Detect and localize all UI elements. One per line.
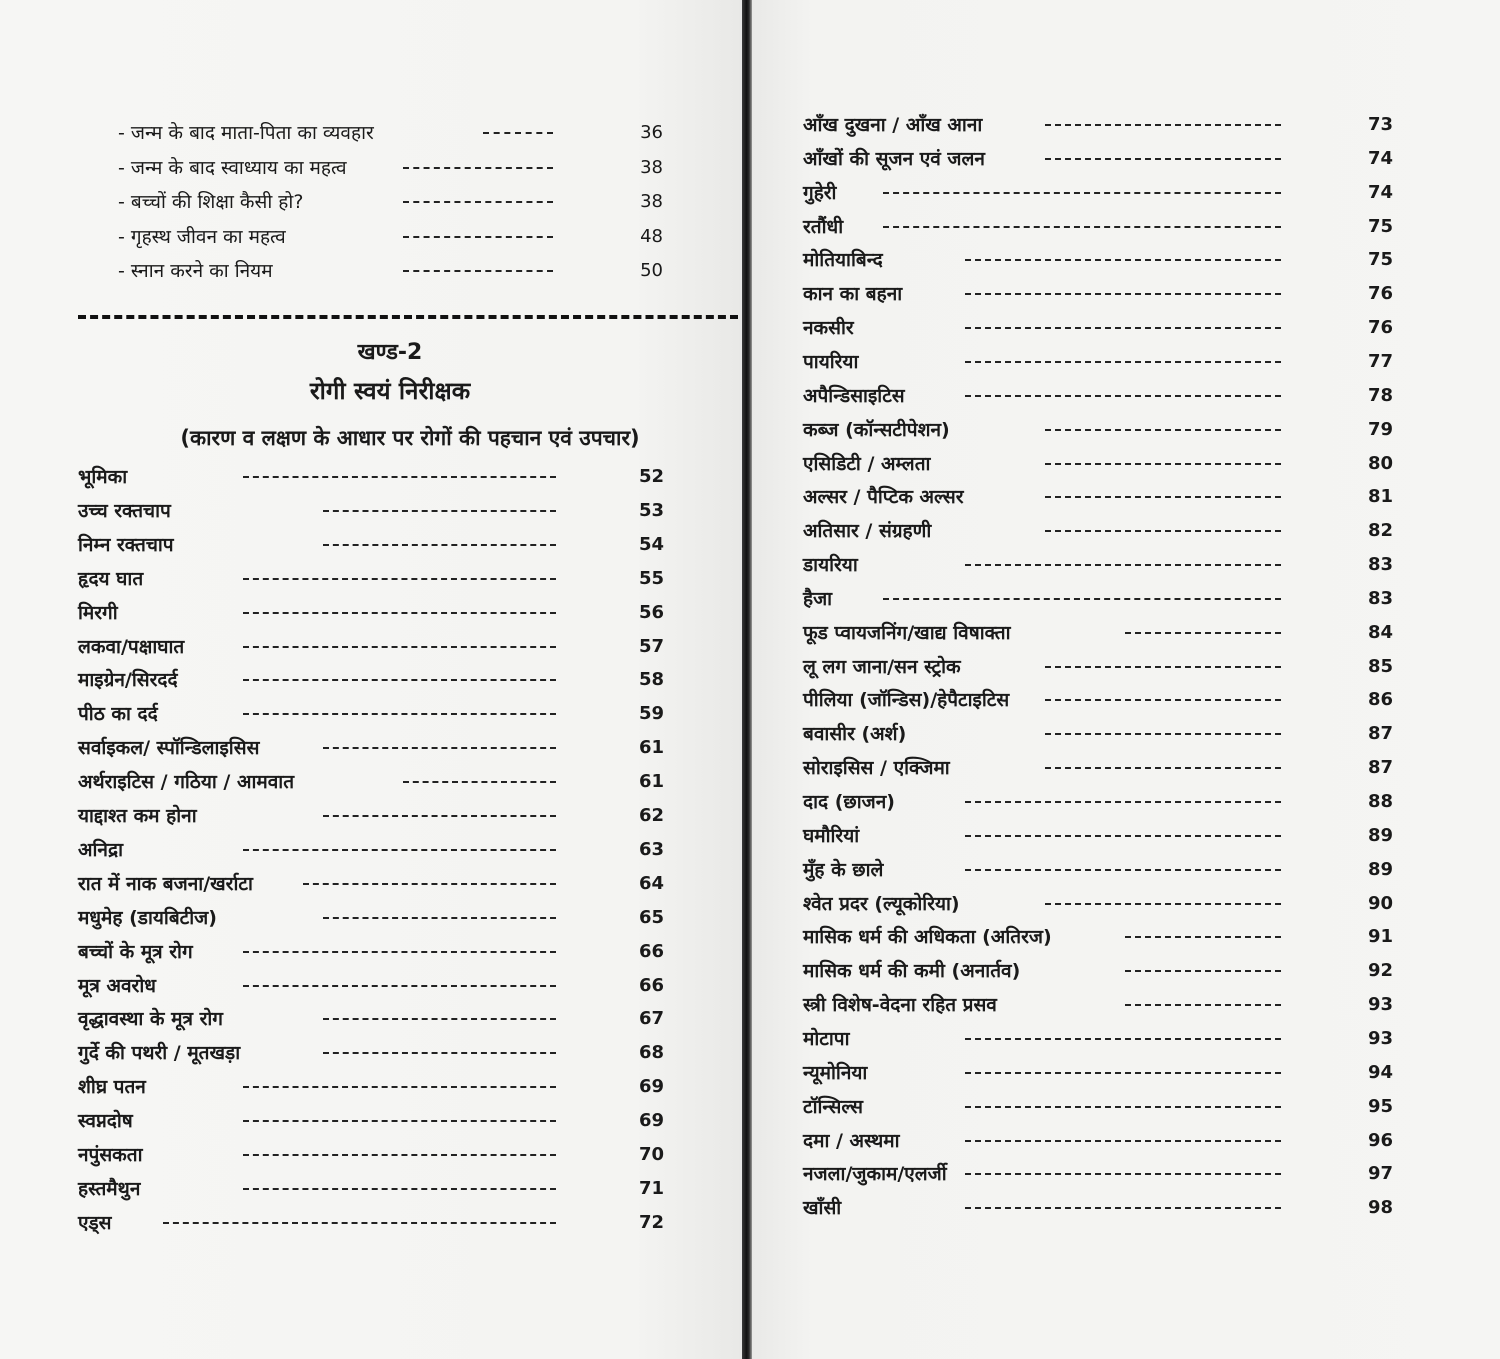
dotted-leader xyxy=(1045,530,1281,532)
toc-page-number: 71 xyxy=(638,1177,664,1199)
toc-entry-title: - जन्म के बाद स्वाध्याय का महत्व xyxy=(118,156,347,179)
toc-entry xyxy=(803,889,1393,919)
toc-entry-title: नजला/जुकाम/एलर्जी xyxy=(803,1163,947,1186)
toc-entry xyxy=(803,347,1393,377)
toc-page-number: 56 xyxy=(638,601,664,623)
toc-entry-title: मुँह के छाले xyxy=(803,858,884,881)
toc-page-number: 92 xyxy=(1367,960,1393,982)
toc-entry-title: दमा / अस्थमा xyxy=(803,1129,900,1152)
toc-entry xyxy=(78,1106,678,1136)
dotted-leader xyxy=(323,1018,556,1020)
toc-entry-title: - बच्चों की शिक्षा कैसी हो? xyxy=(118,191,304,213)
toc-entry xyxy=(803,482,1393,512)
toc-page-number: 77 xyxy=(1367,350,1393,372)
toc-entry xyxy=(803,821,1393,851)
toc-page-number: 74 xyxy=(1367,181,1393,203)
toc-entry-title: माइग्रेन/सिरदर्द xyxy=(78,669,178,692)
toc-entry-title: मधुमेह (डायबिटीज) xyxy=(78,906,217,929)
toc-page-number: 78 xyxy=(1367,384,1393,406)
dotted-leader xyxy=(403,167,553,169)
toc-page-number: 89 xyxy=(1367,858,1393,880)
dotted-leader xyxy=(965,293,1281,295)
dotted-leader xyxy=(1045,666,1281,668)
toc-entry xyxy=(78,1038,678,1068)
toc-entry xyxy=(78,530,678,560)
toc-page-number: 76 xyxy=(1367,317,1393,339)
dotted-leader xyxy=(1045,429,1281,431)
toc-entry-title: अर्थराइटिस / गठिया / आमवात xyxy=(78,771,295,794)
dotted-leader xyxy=(965,835,1281,837)
section-heading: खण्ड-2 xyxy=(357,340,423,365)
section-title: रोगी स्वयं निरीक्षक xyxy=(309,377,471,405)
toc-entry xyxy=(78,1140,678,1170)
toc-page-number: 55 xyxy=(638,567,664,589)
dotted-leader xyxy=(965,801,1281,803)
toc-page-number: 63 xyxy=(638,838,664,860)
toc-page-number: 61 xyxy=(638,771,664,793)
toc-entry xyxy=(803,1092,1393,1122)
toc-page-number: 69 xyxy=(638,1076,664,1098)
toc-entry-title: अल्सर / पैप्टिक अल्सर xyxy=(803,486,964,509)
toc-page-number: 75 xyxy=(1367,249,1393,271)
toc-entry xyxy=(78,496,678,526)
toc-entry-title: स्त्री विशेष-वेदना रहित प्रसव xyxy=(803,994,997,1017)
dotted-leader xyxy=(965,1173,1281,1175)
toc-page-number: 88 xyxy=(1367,791,1393,812)
toc-entry-title: लू लग जाना/सन स्ट्रोक xyxy=(803,655,961,678)
toc-entry-title: कब्ज (कॉन्सटीपेशन) xyxy=(803,418,950,441)
toc-page-number: 97 xyxy=(1367,1163,1393,1185)
toc-entry-title: सोराइसिस / एक्जिमा xyxy=(803,757,950,780)
toc-entry-title: टॉन्सिल्स xyxy=(803,1095,864,1118)
toc-entry-title: दाद (छाजन) xyxy=(803,791,895,813)
toc-page-number: 72 xyxy=(638,1211,664,1233)
dotted-leader xyxy=(403,236,553,238)
toc-page-number: 54 xyxy=(638,533,664,555)
dotted-leader xyxy=(403,781,556,783)
toc-page-number: 94 xyxy=(1367,1061,1393,1083)
dotted-leader xyxy=(243,985,556,987)
toc-entry-title: आँख दुखना / आँख आना xyxy=(803,114,983,136)
dotted-leader xyxy=(163,1222,556,1224)
toc-entry-title: कान का बहना xyxy=(803,283,903,306)
toc-page-number: 73 xyxy=(1367,114,1393,135)
toc-page-number: 83 xyxy=(1367,587,1393,609)
toc-page-number: 36 xyxy=(640,122,663,143)
toc-page-number: 93 xyxy=(1367,994,1393,1016)
toc-entry xyxy=(803,787,1393,817)
toc-entry xyxy=(803,212,1393,242)
dotted-leader xyxy=(965,1106,1281,1108)
toc-page-number: 58 xyxy=(638,669,664,691)
toc-entry xyxy=(78,869,678,899)
toc-page-number: 91 xyxy=(1367,926,1393,948)
toc-entry-title: मोटापा xyxy=(803,1027,850,1050)
section-divider xyxy=(78,315,738,319)
toc-entry-title: नकसीर xyxy=(803,317,854,340)
book-gutter xyxy=(742,0,752,1359)
dotted-leader xyxy=(883,226,1281,228)
toc-entry-title: फूड प्वायजनिंग/खाद्य विषाक्ता xyxy=(803,621,1011,644)
toc-entry xyxy=(803,178,1393,208)
toc-page-number: 95 xyxy=(1367,1095,1393,1117)
dotted-leader xyxy=(883,598,1281,600)
toc-page-number: 83 xyxy=(1367,554,1393,576)
toc-entry xyxy=(803,313,1393,343)
toc-entry-title: खाँसी xyxy=(803,1197,842,1220)
dotted-leader xyxy=(323,747,556,749)
toc-entry xyxy=(803,652,1393,682)
toc-entry-title: उच्च रक्तचाप xyxy=(78,499,171,522)
toc-entry xyxy=(803,279,1393,309)
toc-entry-title: गुहेरी xyxy=(803,181,837,204)
toc-page-number: 87 xyxy=(1367,723,1393,745)
toc-entry xyxy=(78,1004,678,1034)
toc-entry xyxy=(803,516,1393,546)
dotted-leader xyxy=(243,646,556,648)
toc-entry-title: स्वप्नदोष xyxy=(78,1110,133,1133)
dotted-leader xyxy=(1125,632,1281,634)
toc-entry xyxy=(78,801,678,831)
toc-page-number: 67 xyxy=(638,1008,664,1030)
toc-entry xyxy=(803,144,1393,174)
toc-entry xyxy=(803,618,1393,648)
dotted-leader xyxy=(1045,124,1281,126)
toc-entry xyxy=(78,665,678,695)
section-subtitle: (कारण व लक्षण के आधार पर रोगों की पहचान एवं उपचार) xyxy=(180,426,640,450)
dotted-leader xyxy=(243,476,556,478)
toc-entry-title: पीठ का दर्द xyxy=(78,703,158,726)
toc-entry xyxy=(78,835,678,865)
toc-entry xyxy=(78,1174,678,1204)
toc-entry xyxy=(803,685,1393,715)
dotted-leader xyxy=(303,883,556,885)
dotted-leader xyxy=(1045,158,1281,160)
dotted-leader xyxy=(965,395,1281,397)
toc-entry-title: भूमिका xyxy=(78,466,128,488)
toc-entry xyxy=(803,1058,1393,1088)
dotted-leader xyxy=(323,544,556,546)
toc-entry xyxy=(78,564,678,594)
toc-entry-title: नपुंसकता xyxy=(78,1144,143,1166)
dotted-leader xyxy=(483,132,553,134)
toc-page-number: 74 xyxy=(1367,147,1393,169)
toc-entry-title: हैजा xyxy=(803,587,833,610)
toc-entry-title: लकवा/पक्षाघात xyxy=(78,635,185,658)
toc-page-number: 86 xyxy=(1367,689,1393,711)
toc-page-number: 52 xyxy=(638,466,664,487)
toc-page-number: 64 xyxy=(638,872,664,894)
toc-entry-title: सर्वाइकल/ स्पॉन्डिलाइसिस xyxy=(78,737,260,760)
toc-page-number: 48 xyxy=(640,225,663,247)
toc-entry xyxy=(78,598,678,628)
dotted-leader xyxy=(965,1207,1281,1209)
toc-entry xyxy=(803,990,1393,1020)
dotted-leader xyxy=(243,578,556,580)
dotted-leader xyxy=(1045,463,1281,465)
toc-entry-title: - स्नान करने का नियम xyxy=(118,260,273,282)
toc-entry xyxy=(78,903,678,933)
toc-entry xyxy=(803,956,1393,986)
toc-entry xyxy=(803,1126,1393,1156)
dotted-leader xyxy=(403,270,553,272)
dotted-leader xyxy=(883,192,1281,194)
toc-entry-title: श्वेत प्रदर (ल्यूकोरिया) xyxy=(803,892,960,915)
toc-entry-title: पायरिया xyxy=(803,350,859,373)
toc-page-number: 93 xyxy=(1367,1027,1393,1049)
dotted-leader xyxy=(1045,903,1281,905)
toc-page-number: 69 xyxy=(638,1110,664,1132)
dotted-leader xyxy=(1045,767,1281,769)
toc-entry-title: आँखों की सूजन एवं जलन xyxy=(803,147,985,170)
toc-entry xyxy=(118,118,678,148)
toc-entry xyxy=(78,767,678,797)
dotted-leader xyxy=(243,1154,556,1156)
dotted-leader xyxy=(965,1072,1281,1074)
dotted-leader xyxy=(965,869,1281,871)
dotted-leader xyxy=(323,917,556,919)
toc-entry xyxy=(78,699,678,729)
dotted-leader xyxy=(243,1188,556,1190)
dotted-leader xyxy=(1125,970,1281,972)
toc-entry-title: हृदय घात xyxy=(78,567,144,590)
toc-entry xyxy=(803,1024,1393,1054)
toc-entry-title: घमौरियां xyxy=(803,824,860,847)
dotted-leader xyxy=(965,327,1281,329)
toc-page-number: 80 xyxy=(1367,452,1393,474)
toc-entry xyxy=(803,753,1393,783)
dotted-leader xyxy=(1125,936,1281,938)
dotted-leader xyxy=(243,679,556,681)
toc-entry-title: रात में नाक बजना/खर्राटा xyxy=(78,872,253,895)
dotted-leader xyxy=(243,1120,556,1122)
toc-entry xyxy=(803,584,1393,614)
toc-entry-title: वृद्धावस्था के मूत्र रोग xyxy=(78,1008,223,1031)
toc-page-number: 76 xyxy=(1367,283,1393,305)
dotted-leader xyxy=(965,361,1281,363)
toc-entry xyxy=(78,632,678,662)
dotted-leader xyxy=(1125,1004,1281,1006)
toc-page-number: 65 xyxy=(638,906,664,928)
toc-page-number: 57 xyxy=(638,635,664,657)
toc-entry xyxy=(78,1208,678,1238)
toc-entry-title: मिरगी xyxy=(78,601,118,624)
toc-entry-title: डायरिया xyxy=(803,554,858,577)
dotted-leader xyxy=(965,564,1281,566)
toc-page-number: 82 xyxy=(1367,520,1393,542)
toc-page-number: 79 xyxy=(1367,418,1393,440)
toc-entry xyxy=(803,381,1393,411)
toc-entry xyxy=(118,256,678,286)
dotted-leader xyxy=(243,951,556,953)
dotted-leader xyxy=(403,201,553,203)
dotted-leader xyxy=(965,259,1281,261)
toc-page-number: 87 xyxy=(1367,757,1393,779)
dotted-leader xyxy=(243,713,556,715)
toc-page-number: 96 xyxy=(1367,1129,1393,1151)
toc-entry-title: न्यूमोनिया xyxy=(803,1061,868,1084)
toc-entry-title: - जन्म के बाद माता-पिता का व्यवहार xyxy=(118,122,374,144)
toc-entry xyxy=(78,733,678,763)
toc-entry-title: शीघ्र पतन xyxy=(78,1076,146,1099)
toc-entry xyxy=(803,110,1393,140)
toc-entry-title: निम्न रक्तचाप xyxy=(78,533,174,556)
toc-entry-title: मासिक धर्म की अधिकता (अतिरज) xyxy=(803,926,1052,949)
toc-entry xyxy=(803,245,1393,275)
toc-page-number: 59 xyxy=(638,703,664,725)
toc-entry-title: बवासीर (अर्श) xyxy=(803,723,907,746)
toc-entry-title: अपैन्डिसाइटिस xyxy=(803,384,905,407)
toc-entry-title: बच्चों के मूत्र रोग xyxy=(78,940,193,963)
dotted-leader xyxy=(965,1038,1281,1040)
dotted-leader xyxy=(1045,699,1281,701)
toc-entry xyxy=(803,415,1393,445)
dotted-leader xyxy=(243,612,556,614)
toc-entry xyxy=(803,922,1393,952)
toc-entry xyxy=(118,153,678,183)
dotted-leader xyxy=(323,1052,556,1054)
toc-entry xyxy=(118,222,678,252)
toc-page-number: 84 xyxy=(1367,621,1393,643)
toc-entry-title: हस्तमैथुन xyxy=(78,1177,141,1200)
toc-page-number: 61 xyxy=(638,737,664,759)
toc-entry xyxy=(803,1193,1393,1223)
toc-entry-title: अतिसार / संग्रहणी xyxy=(803,520,932,543)
toc-page-number: 81 xyxy=(1367,486,1393,508)
toc-entry xyxy=(78,971,678,1001)
toc-entry xyxy=(78,937,678,967)
toc-page-number: 66 xyxy=(638,940,664,962)
toc-page-number: 90 xyxy=(1367,892,1393,914)
toc-entry-title: मूत्र अवरोध xyxy=(78,974,156,997)
toc-entry-title: मासिक धर्म की कमी (अनार्तव) xyxy=(803,960,1021,983)
toc-entry-title: गुर्दे की पथरी / मूतखड़ा xyxy=(78,1042,241,1065)
toc-entry-title: रतौंधी xyxy=(803,215,844,238)
dotted-leader xyxy=(323,510,556,512)
dotted-leader xyxy=(1045,496,1281,498)
dotted-leader xyxy=(243,849,556,851)
toc-entry-title: अनिद्रा xyxy=(78,838,123,861)
toc-page-number: 66 xyxy=(638,974,664,996)
toc-entry xyxy=(803,719,1393,749)
dotted-leader xyxy=(323,815,556,817)
dotted-leader xyxy=(965,1140,1281,1142)
toc-entry xyxy=(78,1072,678,1102)
toc-page-number: 70 xyxy=(638,1144,664,1165)
toc-entry xyxy=(803,550,1393,580)
toc-entry-title: एड्स xyxy=(78,1211,112,1234)
toc-page-number: 50 xyxy=(640,260,663,281)
toc-entry-title: - गृहस्थ जीवन का महत्व xyxy=(118,225,286,248)
toc-entry-title: एसिडिटी / अम्लता xyxy=(803,452,931,475)
toc-page-number: 98 xyxy=(1367,1197,1393,1219)
toc-entry xyxy=(118,187,678,217)
toc-page-number: 85 xyxy=(1367,655,1393,677)
toc-entry-title: याद्दाश्त कम होना xyxy=(78,805,197,827)
toc-page-number: 89 xyxy=(1367,824,1393,846)
toc-entry xyxy=(803,1159,1393,1189)
toc-entry-title: पीलिया (जॉन्डिस)/हेपैटाइटिस xyxy=(803,689,1010,712)
dotted-leader xyxy=(243,1086,556,1088)
toc-page-number: 38 xyxy=(640,156,663,178)
toc-entry-title: मोतियाबिन्द xyxy=(803,249,883,272)
toc-page-number: 38 xyxy=(640,191,663,212)
toc-page-number: 53 xyxy=(638,499,664,521)
toc-page-number: 62 xyxy=(638,805,664,826)
toc-page-number: 75 xyxy=(1367,215,1393,237)
dotted-leader xyxy=(1045,733,1281,735)
toc-entry xyxy=(803,855,1393,885)
toc-entry xyxy=(78,462,678,492)
toc-page-number: 68 xyxy=(638,1042,664,1064)
toc-entry xyxy=(803,449,1393,479)
